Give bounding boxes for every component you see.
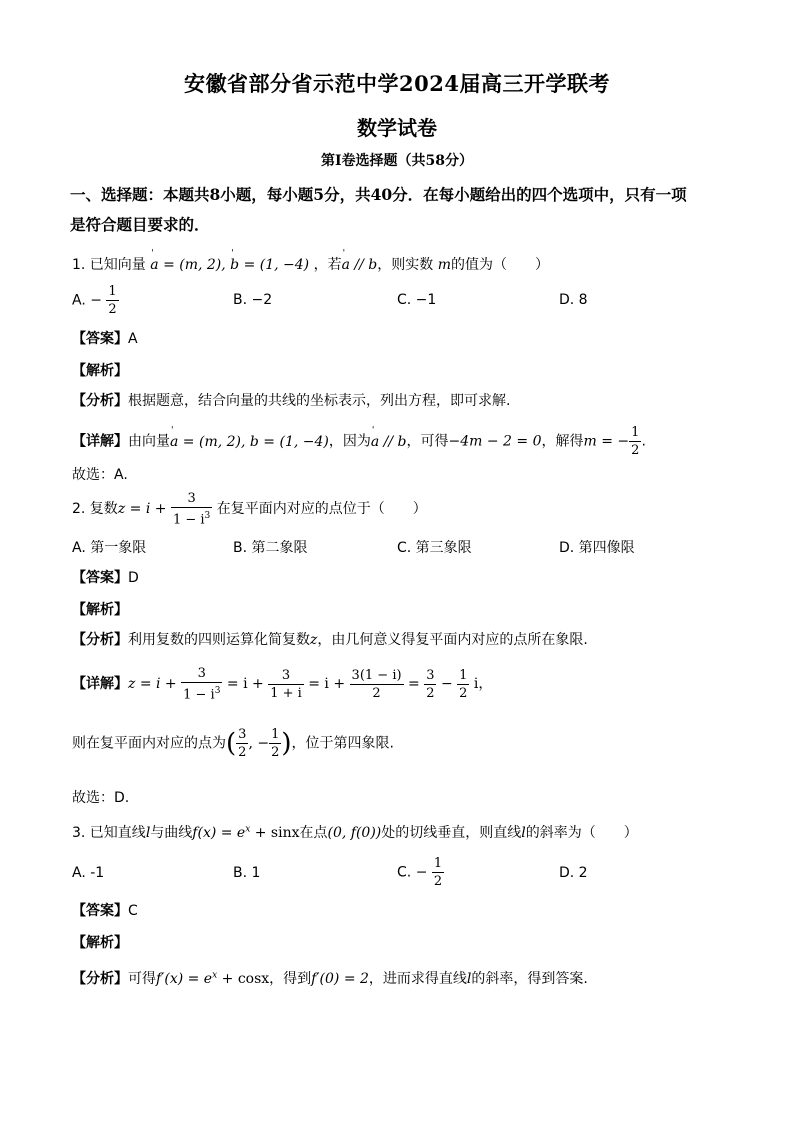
q3-l: l — [145, 825, 151, 841]
q2-f5-den: 2 — [459, 685, 468, 701]
q3-deriv0: f′(0) = 2 — [311, 971, 369, 987]
q2-answer-value: D — [128, 570, 139, 586]
q1-end: 的值为（ ） — [450, 257, 549, 273]
q2-choose: 故选：D. — [72, 790, 130, 806]
q2-fenxi-pre: 利用复数的四则运算化简复数 — [128, 632, 310, 648]
q3-fenxi-mid: ，得到 — [269, 971, 312, 987]
q1-answer-tag: 【答案】 — [72, 331, 128, 347]
q2-option-a[interactable]: A. 第一象限 — [72, 540, 147, 556]
q1-option-a[interactable] — [72, 283, 119, 318]
q1-fenxi — [72, 390, 510, 410]
q3-mid3: 处的切线垂直，则直线 — [381, 825, 522, 841]
q1-xj-mid: ，因为 — [328, 433, 371, 450]
q1-prefix: 1. 已知向量 — [72, 257, 146, 273]
q3-answer-tag: 【答案】 — [72, 903, 128, 919]
q2-xj-frac3 — [350, 667, 404, 702]
q2-p-num1: 3 — [238, 727, 247, 742]
exam-subject: 数学试卷 — [357, 116, 437, 140]
question-2-stem — [72, 490, 427, 528]
q2-option-c[interactable]: C. 第三象限 — [397, 540, 472, 556]
q3-l2: l — [521, 825, 526, 841]
q2-point-pre: 则在复平面内对应的点为 — [72, 735, 226, 752]
q2-f5-num: 1 — [459, 667, 468, 683]
q2-p-den2: 2 — [271, 745, 280, 760]
q2-f1-num: 3 — [181, 665, 222, 683]
q3-fenxi — [72, 968, 588, 988]
q2-xj-frac2 — [268, 667, 304, 702]
q3-deriv-exp: x — [212, 970, 218, 981]
q1-xj-m: m = − — [583, 433, 630, 450]
q1-option-a-den: 2 — [108, 302, 117, 317]
q1-var: m — [437, 257, 451, 273]
q3-option-c-fraction — [432, 855, 444, 890]
q2-p-comma: , − — [248, 735, 270, 752]
q1-xiangjie — [72, 424, 646, 459]
q1-xj-den: 2 — [631, 443, 640, 458]
q1-option-d[interactable]: D. 8 — [559, 292, 588, 308]
q2-den: 1 − i — [172, 512, 205, 528]
q3-fenxi-l: l — [466, 971, 472, 987]
q1-xiangjie-tag: 【详解】 — [72, 433, 128, 450]
question-3-stem — [72, 822, 638, 842]
q3-pt: (0, f(0)) — [327, 825, 382, 841]
q1-vector-b: ' b = (1, −4) — [230, 257, 309, 273]
q1-xj-pre: 由向量 — [128, 433, 170, 450]
q1-choose: 故选：A. — [72, 467, 128, 483]
q2-xj-frac4 — [424, 667, 436, 702]
q3-fenxi-post: ，进而求得直线 — [368, 971, 467, 987]
q1-answer-value: A — [128, 331, 138, 347]
q3-deriv: f′(x) = e — [156, 971, 213, 987]
q1-parallel: ' a // b — [342, 257, 378, 273]
q3-fx-post: + sinx — [250, 825, 300, 841]
q2-xj-z: z = i + — [128, 676, 177, 693]
q1-fenxi-text: 根据题意，结合向量的共线的坐标表示，列出方程，即可求解. — [128, 393, 511, 409]
q1-xj-solve: ，解得 — [541, 433, 584, 450]
q2-den-exp: 3 — [204, 511, 211, 521]
q3-option-a[interactable]: A. -1 — [72, 865, 105, 881]
q2-i-end: i， — [473, 676, 493, 693]
q2-prefix: 2. 复数 — [72, 501, 118, 518]
q1-fenxi-tag: 【分析】 — [72, 393, 128, 409]
q2-xiangjie — [72, 665, 492, 703]
q1-option-b[interactable]: B. −2 — [233, 292, 273, 308]
q1-xj-num: 1 — [631, 425, 640, 440]
q2-eq2: = i + — [226, 676, 264, 693]
q1-answer — [72, 328, 138, 348]
q2-f2-den: 1 + i — [270, 685, 302, 701]
q1-vector-a: ' a = (m, 2), — [150, 257, 230, 273]
q1-option-a-num: 1 — [108, 284, 117, 299]
q3-fenxi-end: 的斜率，得到答案. — [471, 971, 588, 987]
q3-answer — [72, 900, 138, 920]
q1-xj-par: ' a // b — [371, 434, 407, 450]
q3-fx: f(x) = e — [192, 825, 246, 841]
part-heading: 第Ⅰ卷选择题（共58分） — [320, 153, 474, 169]
q2-expr: z = i + — [117, 501, 167, 518]
section-instructions-line2: 是符合题目要求的． — [70, 215, 210, 234]
q1-suffix: ，则实数 — [377, 257, 434, 273]
q1-xj-eq: −4m − 2 = 0 — [448, 433, 542, 450]
q2-p-num2: 1 — [271, 727, 280, 742]
q2-option-b[interactable]: B. 第二象限 — [233, 540, 308, 556]
q2-answer-tag: 【答案】 — [72, 570, 128, 586]
q1-analysis-tag: 【解析】 — [72, 363, 128, 379]
q3-answer-value: C — [128, 903, 138, 919]
q3-fenxi-tag: 【分析】 — [72, 971, 128, 987]
q2-xj-frac1 — [181, 665, 222, 703]
q2-fraction — [171, 490, 212, 528]
q2-eq4: = — [408, 676, 420, 693]
q2-xj-frac5 — [457, 667, 469, 702]
q1-xj-end: . — [641, 433, 646, 450]
q2-f4-num: 3 — [426, 667, 435, 683]
q2-point-post: ，位于第四象限. — [291, 735, 394, 752]
q3-deriv-post: + cosx — [217, 971, 270, 987]
q1-xj-fraction — [629, 424, 641, 459]
q3-mid1: 与曲线 — [150, 825, 193, 841]
q2-p-den1: 2 — [238, 745, 247, 760]
q2-fenxi-var: z — [310, 632, 318, 648]
q3-fx-exp: x — [245, 824, 251, 835]
q3-option-c-label: C. — [397, 864, 412, 881]
q1-mid: ，若 — [313, 257, 342, 273]
q3-fenxi-pre: 可得 — [128, 971, 156, 987]
q2-answer — [72, 567, 139, 587]
q2-option-d[interactable]: D. 第四像限 — [559, 540, 635, 556]
q2-suffix: 在复平面内对应的点位于（ ） — [216, 501, 427, 518]
q2-f3-num: 3(1 − i) — [351, 667, 402, 683]
q2-f2-num: 3 — [268, 667, 304, 685]
q2-f4-den: 2 — [426, 685, 435, 701]
section-instructions-line1: 一、选择题：本题共8小题，每小题5分，共40分．在每小题给出的四个选项中，只有一项 — [70, 185, 687, 204]
q3-mid2: 在点 — [299, 825, 328, 841]
q1-xj-then: ，可得 — [406, 433, 449, 450]
q2-f3-den: 2 — [372, 685, 381, 701]
q3-option-d[interactable]: D. 2 — [559, 865, 588, 881]
q2-fenxi-tag: 【分析】 — [72, 632, 128, 648]
q3-option-b[interactable]: B. 1 — [233, 865, 261, 881]
q2-p-frac1 — [236, 726, 248, 761]
q2-analysis-tag: 【解析】 — [72, 602, 128, 618]
q2-minus: − — [440, 676, 453, 693]
question-1-stem — [72, 254, 549, 274]
q2-fenxi — [72, 629, 588, 649]
q3-option-c-den: 2 — [433, 874, 443, 889]
q3-option-c-num: 1 — [433, 856, 443, 871]
q1-xj-vec: ' a = (m, 2), b = (1, −4) — [170, 434, 329, 450]
q2-eq3: = i + — [308, 676, 346, 693]
q2-xiangjie-tag: 【详解】 — [72, 676, 128, 693]
q1-option-a-fraction — [106, 283, 118, 318]
q2-num: 3 — [171, 490, 212, 508]
q1-option-a-sign: − — [90, 292, 102, 309]
q2-fenxi-post: ，由几何意义得复平面内对应的点所在象限. — [317, 632, 588, 648]
exam-title: 安徽省部分省示范中学2024届高三开学联考 — [184, 71, 610, 96]
q3-end: 的斜率为（ ） — [525, 825, 638, 841]
q3-option-c[interactable] — [397, 855, 444, 890]
q3-analysis-tag: 【解析】 — [72, 935, 128, 951]
q3-option-c-sign: − — [415, 864, 428, 881]
q1-option-a-label: A. — [72, 292, 86, 309]
q3-prefix: 3. 已知直线 — [72, 825, 146, 841]
q2-f1-exp: 3 — [214, 686, 221, 696]
q2-f1-den: 1 − i — [183, 687, 215, 703]
q2-point: 则在复平面内对应的点为( $\frac{3}{2}$ , − $\frac{1}{2}$ )，位于第四象限. — [72, 727, 394, 760]
q2-p-frac2 — [269, 726, 281, 761]
q1-option-c[interactable]: C. −1 — [397, 292, 437, 308]
